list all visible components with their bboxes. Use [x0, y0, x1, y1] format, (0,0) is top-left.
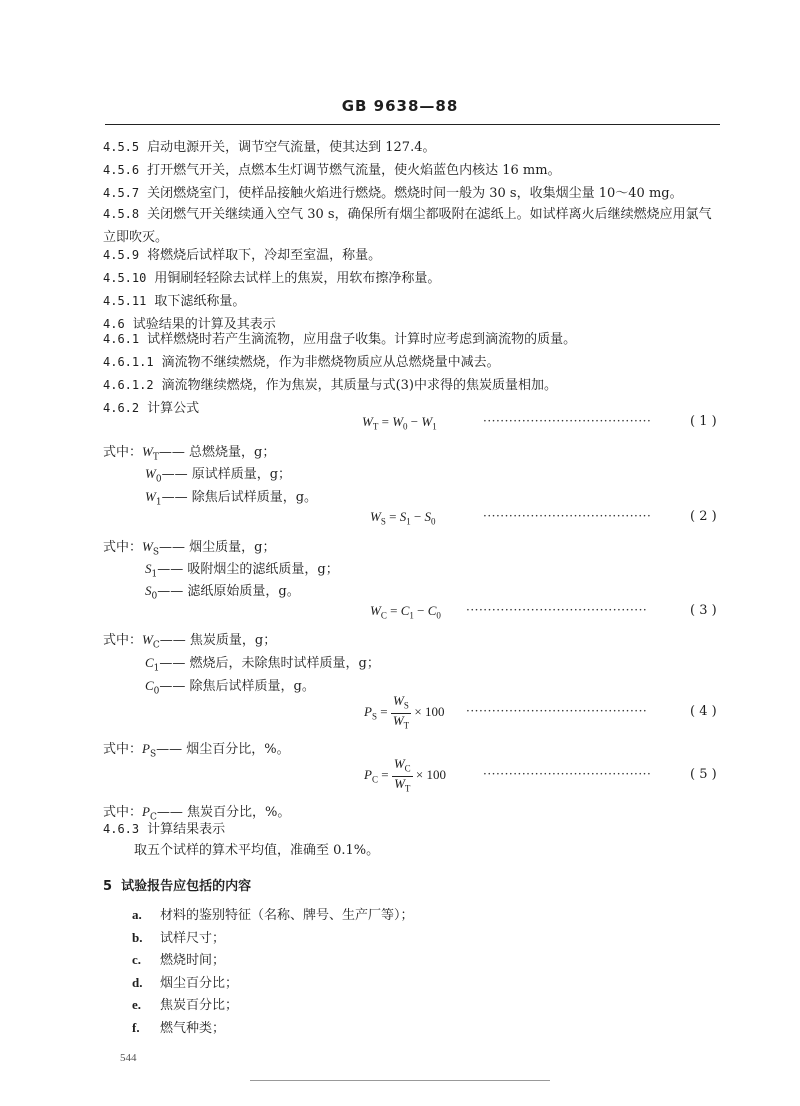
symbol-subscript: 0	[155, 474, 162, 485]
where-line	[103, 536, 276, 558]
formula-symbol: W	[392, 712, 404, 728]
formula-subscript: 0	[403, 421, 408, 432]
formula-symbol: W	[370, 603, 381, 618]
symbol: W	[142, 632, 153, 647]
clause-number: 4.5.11	[103, 294, 147, 308]
list-item	[132, 972, 238, 991]
symbol: C	[145, 678, 154, 693]
item-label: c.	[132, 952, 142, 967]
where-line	[103, 441, 275, 463]
fraction-denominator	[392, 777, 413, 796]
clause-text: 启动电源开关，调节空气流量，使其达到 127.4。	[147, 140, 436, 155]
symbol: W	[142, 444, 153, 459]
formula-symbol: C	[400, 603, 410, 618]
formula-1	[362, 414, 437, 432]
clause-text: 试样燃烧时若产生滴流物，应用盘子收集。计算时应考虑到滴流物的质量。	[147, 332, 577, 347]
formula-symbol: W	[362, 414, 373, 429]
dot-leader: ··········································	[466, 603, 648, 617]
header-rule	[105, 124, 720, 125]
clause-number: 4.5.5	[103, 140, 140, 154]
where-prefix: 式中：	[103, 445, 143, 460]
formula-subscript: S	[380, 516, 386, 527]
list-item	[132, 994, 238, 1013]
section-number: 5	[103, 879, 113, 894]
item-text: 材料的鉴别特征（名称、牌号、生产厂等）；	[160, 908, 414, 923]
symbol-subscript: C	[149, 812, 157, 823]
clause-text: 关闭燃烧室门，使样品接触火焰进行燃烧。燃烧时间一般为 30 s，收集烟尘量 10～40 mg。	[147, 186, 683, 201]
formula-subscript: T	[404, 783, 411, 794]
clause-text: 计算结果表示	[147, 822, 226, 837]
symbol-subscript: C	[152, 640, 160, 651]
formula-subscript: 1	[432, 421, 437, 432]
symbol-description: —— 原试样质量，g；	[161, 467, 292, 482]
clause-4-5-9	[103, 246, 381, 265]
symbol: P	[142, 804, 150, 819]
standard-code-header: GB 9638—88	[341, 97, 459, 115]
clause-text: 将燃烧后试样取下，冷却至室温，称量。	[147, 248, 382, 263]
formula-symbol: W	[370, 509, 381, 524]
clause-text: 滴流物继续燃烧，作为焦炭，其质量与式(3)中求得的焦炭质量相加。	[161, 378, 557, 393]
where-line	[145, 652, 380, 674]
clause-text: 取下滤纸称量。	[154, 294, 246, 309]
symbol-subscript: 1	[153, 663, 160, 674]
result-expression: 取五个试样的算术平均值，准确至 0.1%。	[134, 843, 380, 858]
fraction-numerator	[392, 757, 413, 777]
where-line	[145, 486, 317, 508]
list-item	[132, 949, 225, 968]
clause-4-5-7	[103, 184, 683, 203]
equation-number: ( 1 )	[690, 414, 717, 429]
symbol-subscript: T	[152, 452, 159, 463]
fraction	[392, 757, 413, 795]
formula-operator: =	[381, 414, 389, 429]
where-prefix: 式中：	[103, 805, 143, 820]
fraction	[391, 694, 411, 732]
clause-4-6-1	[103, 330, 576, 349]
formula-subscript: C	[404, 763, 411, 774]
item-text: 烟尘百分比；	[160, 976, 239, 991]
formula-symbol: W	[421, 414, 433, 429]
equation-number: ( 5 )	[690, 767, 717, 782]
where-line	[103, 629, 276, 651]
fraction-numerator	[391, 694, 411, 714]
equation-number: ( 3 )	[690, 603, 717, 618]
formula-5	[364, 757, 446, 795]
symbol-description: —— 吸附烟尘的滤纸质量，g；	[157, 562, 339, 577]
item-text: 燃烧时间；	[160, 953, 226, 968]
formula-subscript: T	[403, 720, 410, 731]
symbol: W	[145, 489, 156, 504]
where-line	[145, 675, 315, 697]
where-line	[145, 580, 300, 602]
formula-subscript: 0	[431, 516, 436, 527]
dot-leader: ··········································	[466, 704, 648, 718]
dot-leader: ·······································	[483, 767, 652, 781]
symbol-description: —— 焦炭百分比，%。	[156, 805, 291, 820]
formula-subscript: 1	[406, 516, 411, 527]
formula-subscript: 0	[436, 610, 441, 621]
formula-subscript: 1	[409, 610, 414, 621]
clause-number: 4.5.6	[103, 163, 140, 177]
formula-symbol: W	[392, 414, 404, 429]
symbol-description: —— 总燃烧量，g；	[158, 445, 276, 460]
clause-4-6-1-2	[103, 376, 557, 395]
formula-symbol: W	[394, 775, 405, 791]
symbol-subscript: 1	[151, 569, 158, 580]
symbol: C	[145, 655, 154, 670]
clause-4-5-10	[103, 269, 440, 288]
clause-4-6-1-1	[103, 353, 500, 372]
item-text: 燃气种类；	[160, 1021, 226, 1036]
formula-subscript: C	[371, 774, 378, 785]
where-prefix: 式中：	[103, 540, 143, 555]
clause-number: 4.6.1.2	[103, 378, 154, 392]
formula-symbol: P	[364, 767, 372, 783]
item-label: d.	[132, 975, 143, 990]
list-item	[132, 904, 414, 923]
dot-leader: ·······································	[483, 509, 652, 523]
clause-4-5-8	[103, 203, 723, 249]
clause-number: 4.6.2	[103, 401, 140, 415]
dot-leader: ·······································	[483, 414, 652, 428]
formula-operator: =	[390, 603, 398, 618]
list-item	[132, 927, 225, 946]
formula-symbol: S	[399, 509, 407, 524]
formula-symbol: W	[393, 756, 405, 771]
formula-symbol: W	[393, 693, 404, 708]
formula-multiplier: × 100	[414, 704, 445, 720]
section-5-heading	[103, 875, 251, 894]
formula-subscript: C	[380, 610, 387, 621]
clause-number: 4.5.7	[103, 186, 140, 200]
clause-number: 4.6.3	[103, 822, 140, 836]
formula-subscript: S	[403, 700, 409, 711]
symbol-subscript: 0	[151, 591, 158, 602]
formula-subscript: T	[372, 421, 379, 432]
symbol-description: —— 燃烧后，未除焦时试样质量，g；	[159, 656, 380, 671]
symbol-description: —— 烟尘百分比，%。	[156, 742, 290, 757]
formula-4	[364, 694, 445, 732]
formula-operator: =	[389, 509, 397, 524]
clause-text: 用铜刷轻轻除去试样上的焦炭，用软布擦净称量。	[154, 271, 441, 286]
clause-number: 4.5.10	[103, 271, 147, 285]
clause-4-6-2	[103, 399, 199, 418]
formula-2	[370, 509, 436, 527]
formula-symbol: C	[427, 603, 437, 618]
clause-text: 打开燃气开关，点燃本生灯调节燃气流量，使火焰蓝色内核达 16 mm。	[147, 163, 561, 178]
formula-3	[370, 603, 441, 621]
symbol-description: —— 滤纸原始质量，g。	[157, 584, 300, 599]
symbol: P	[142, 741, 150, 756]
clause-number: 4.5.8	[103, 207, 140, 221]
clause-text: 试验结果的计算及其表示	[132, 317, 276, 332]
symbol: W	[142, 539, 153, 554]
formula-operator: −	[410, 414, 419, 429]
item-text: 焦炭百分比；	[160, 998, 239, 1013]
where-line	[145, 558, 339, 580]
clause-4-6-3	[103, 820, 225, 839]
section-title: 试验报告应包括的内容	[121, 879, 252, 894]
equation-number: ( 4 )	[690, 704, 717, 719]
where-prefix: 式中：	[103, 742, 143, 757]
symbol-description: —— 烟尘质量，g；	[159, 540, 276, 555]
formula-operator: −	[413, 509, 422, 524]
symbol-subscript: 0	[153, 686, 160, 697]
equation-number: ( 2 )	[690, 509, 717, 524]
symbol-subscript: 1	[155, 497, 162, 508]
symbol: S	[145, 583, 152, 598]
clause-text: 关闭燃气开关继续通入空气 30 s，确保所有烟尘都吸附在滤纸上。如试样离火后继续燃烧应用氯气立即吹灭。	[103, 207, 712, 245]
symbol: W	[145, 466, 156, 481]
page-number: 544	[120, 1052, 137, 1064]
symbol-description: —— 焦炭质量，g；	[159, 633, 277, 648]
symbol-subscript: S	[149, 749, 157, 760]
formula-symbol: P	[364, 704, 372, 720]
clause-number: 4.6.1	[103, 332, 140, 346]
symbol-description: —— 除焦后试样质量，g。	[161, 490, 318, 505]
item-text: 试样尺寸；	[160, 931, 226, 946]
list-item	[132, 1017, 225, 1036]
clause-text: 滴流物不继续燃烧，作为非燃烧物质应从总燃烧量中减去。	[161, 355, 500, 370]
clause-number: 4.5.9	[103, 248, 140, 262]
where-prefix: 式中：	[103, 633, 143, 648]
formula-symbol: S	[424, 509, 432, 524]
clause-4-5-6	[103, 161, 561, 180]
symbol-description: —— 除焦后试样质量，g。	[159, 679, 315, 694]
clause-number: 4.6.1.1	[103, 355, 154, 369]
formula-operator: =	[381, 767, 389, 783]
item-label: b.	[132, 930, 143, 945]
where-line	[103, 738, 290, 760]
clause-text: 计算公式	[147, 401, 200, 416]
clause-4-5-11	[103, 292, 245, 311]
item-label: f.	[132, 1020, 140, 1035]
formula-multiplier: × 100	[415, 767, 447, 783]
formula-subscript: S	[371, 711, 377, 722]
footer-rule	[250, 1080, 550, 1081]
clause-4-5-5	[103, 138, 435, 157]
item-label: e.	[132, 997, 142, 1012]
symbol-subscript: S	[152, 547, 160, 558]
symbol: S	[145, 561, 152, 576]
where-line	[145, 463, 291, 485]
fraction-denominator	[391, 714, 411, 733]
clause-number: 4.6	[103, 317, 125, 331]
formula-operator: =	[380, 704, 388, 720]
item-label: a.	[132, 907, 142, 922]
formula-operator: −	[417, 603, 425, 618]
